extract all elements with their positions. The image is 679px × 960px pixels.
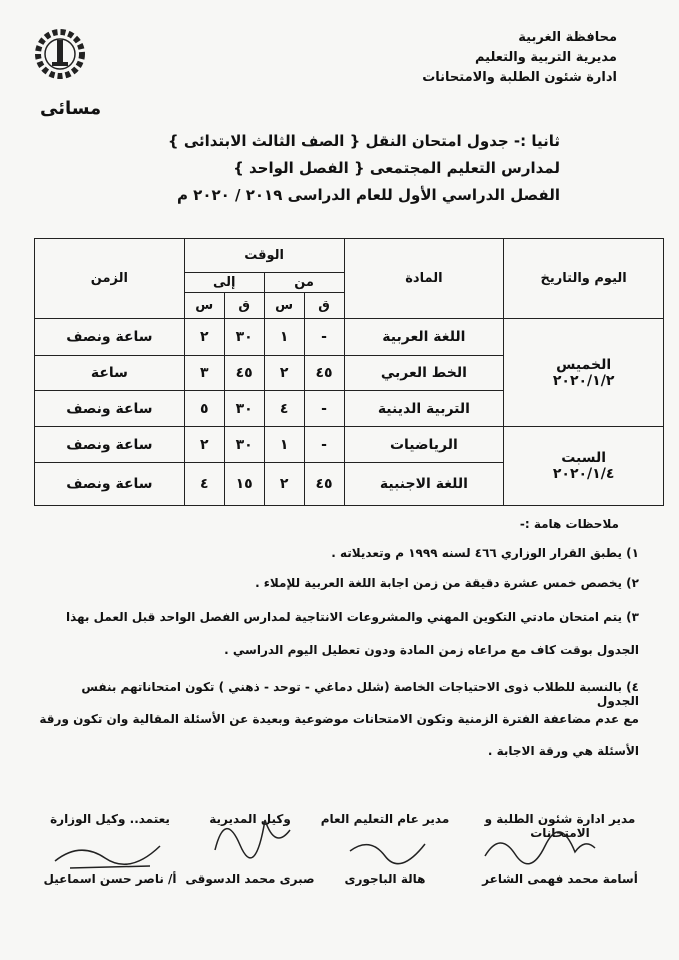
directorate: مديرية التربية والتعليم bbox=[474, 50, 617, 65]
notes-heading: ملاحظات هامة :- bbox=[519, 517, 619, 531]
to-min-cell: ١٥ bbox=[224, 463, 264, 506]
duration-cell: ساعة bbox=[35, 356, 185, 391]
to-min-cell: ٣٠ bbox=[224, 427, 264, 463]
note-4-line-3: الأسئلة هي ورقة الاجابة . bbox=[487, 744, 639, 758]
from-min-cell: - bbox=[304, 391, 344, 427]
to-hour-cell: ٢ bbox=[184, 319, 224, 356]
header-from: من bbox=[264, 273, 344, 293]
from-hour-cell: ٢ bbox=[264, 463, 304, 506]
to-min-cell: ٣٠ bbox=[224, 391, 264, 427]
from-min-cell: ٤٥ bbox=[304, 356, 344, 391]
day-date: ٢٠٢٠/١/٤ bbox=[552, 466, 615, 482]
signature-title: مدير ادارة شئون الطلبة و الامتحانات bbox=[484, 812, 636, 840]
header-day-date: اليوم والتاريخ bbox=[504, 239, 664, 319]
to-hour-cell: ٤ bbox=[184, 463, 224, 506]
header-to-hour: س bbox=[184, 293, 224, 319]
to-min-cell: ٤٥ bbox=[224, 356, 264, 391]
handwritten-signature-3-icon bbox=[205, 800, 295, 866]
signature-name-2: هالة الباجورى bbox=[344, 872, 426, 886]
subject-cell: اللغة الاجنبية bbox=[344, 463, 504, 506]
department: ادارة شئون الطلبة والامتحانات bbox=[422, 70, 617, 85]
to-hour-cell: ٣ bbox=[184, 356, 224, 391]
day-name: الخميس bbox=[556, 356, 612, 373]
handwritten-signature-4-icon bbox=[50, 826, 170, 874]
from-min-cell: - bbox=[304, 319, 344, 356]
to-hour-cell: ٢ bbox=[184, 427, 224, 463]
signature-title-3: وكيل المديرية bbox=[209, 812, 291, 826]
signature-title-4: يعتمد.. وكيل الوزارة bbox=[50, 812, 170, 826]
day-name: السبت bbox=[561, 450, 607, 466]
note-2: ٢) يخصص خمس عشرة دقيقة من زمن اجابة اللغة العربية للإملاء . bbox=[255, 576, 639, 590]
duration-cell: ساعة ونصف bbox=[35, 391, 185, 427]
signature-name-4: أ/ ناصر حسن اسماعيل bbox=[43, 872, 177, 886]
to-min-cell: ٣٠ bbox=[224, 319, 264, 356]
signature-title-2: مدير عام التعليم العام bbox=[320, 812, 450, 826]
table-row bbox=[35, 427, 664, 463]
handwritten-signature-2-icon bbox=[345, 826, 435, 868]
table-row bbox=[35, 319, 664, 356]
title-line-2: لمدارس التعليم المجتمعى { الفصل الواحد } bbox=[233, 159, 560, 177]
subject-cell: الرياضيات bbox=[344, 427, 504, 463]
title-block bbox=[40, 128, 560, 209]
day-cell-1 bbox=[504, 319, 664, 427]
duration-cell: ساعة ونصف bbox=[35, 463, 185, 506]
header-subject: المادة bbox=[344, 239, 504, 319]
note-3-line-1: ٣) يتم امتحان مادتي التكوين المهني والمشروعات الانتاجية لمدارس الفصل الواحد قبل العمل بهذا bbox=[65, 610, 639, 624]
handwritten-signature-1-icon bbox=[480, 826, 600, 868]
to-hour-cell: ٥ bbox=[184, 391, 224, 427]
gear-logo-icon bbox=[30, 24, 90, 94]
from-hour-cell: ٤ bbox=[264, 391, 304, 427]
duration-cell: ساعة ونصف bbox=[35, 427, 185, 463]
duration-cell: ساعة ونصف bbox=[35, 319, 185, 356]
title-line-1: ثانيا :- جدول امتحان النقل { الصف الثالث الابتدائى } bbox=[167, 132, 560, 150]
schedule-table bbox=[34, 238, 664, 506]
note-4-line-2: مع عدم مضاعفة الفترة الزمنية وتكون الامتحانات موضوعية وبعيدة عن الأسئلة المقالية وان تكون ورقة bbox=[39, 712, 639, 726]
header-from-min: ق bbox=[304, 293, 344, 319]
note-3-line-2: الجدول بوقت كاف مع مراعاه زمن المادة ودون تعطيل اليوم الدراسي . bbox=[224, 643, 639, 657]
subject-cell: الخط العربي bbox=[344, 356, 504, 391]
from-min-cell: - bbox=[304, 427, 344, 463]
from-hour-cell: ١ bbox=[264, 319, 304, 356]
title-line-3: الفصل الدراسي الأول للعام الدراسى ٢٠١٩ / ٢٠٢٠ م bbox=[176, 186, 560, 204]
subject-cell: التربية الدينية bbox=[344, 391, 504, 427]
header-time: الوقت bbox=[184, 239, 344, 273]
header-duration: الزمن bbox=[35, 239, 185, 319]
day-date: ٢٠٢٠/١/٢ bbox=[552, 372, 615, 389]
note-4-line-1: ٤) بالنسبة للطلاب ذوى الاحتياجات الخاصة (شلل دماغي - توحد - ذهني ) تكون امتحاناتهم بنفس الجدول bbox=[81, 680, 639, 708]
header-to: إلى bbox=[184, 273, 264, 293]
signature-name-3: صبرى محمد الدسوقى bbox=[185, 872, 315, 886]
governorate: محافظة الغربية bbox=[518, 30, 617, 45]
from-min-cell: ٤٥ bbox=[304, 463, 344, 506]
signature-name-1: أسامة محمد فهمى الشاعر bbox=[482, 872, 638, 886]
subject-cell: اللغة العربية bbox=[344, 319, 504, 356]
from-hour-cell: ٢ bbox=[264, 356, 304, 391]
day-cell-2 bbox=[504, 427, 664, 506]
from-hour-cell: ١ bbox=[264, 427, 304, 463]
note-1: ١) يطبق القرار الوزاري ٤٦٦ لسنه ١٩٩٩ م وتعديلاته . bbox=[331, 546, 639, 560]
header-from-hour: س bbox=[264, 293, 304, 319]
header-block bbox=[397, 28, 617, 88]
shift-label: مسائى bbox=[40, 98, 102, 119]
header-to-min: ق bbox=[224, 293, 264, 319]
